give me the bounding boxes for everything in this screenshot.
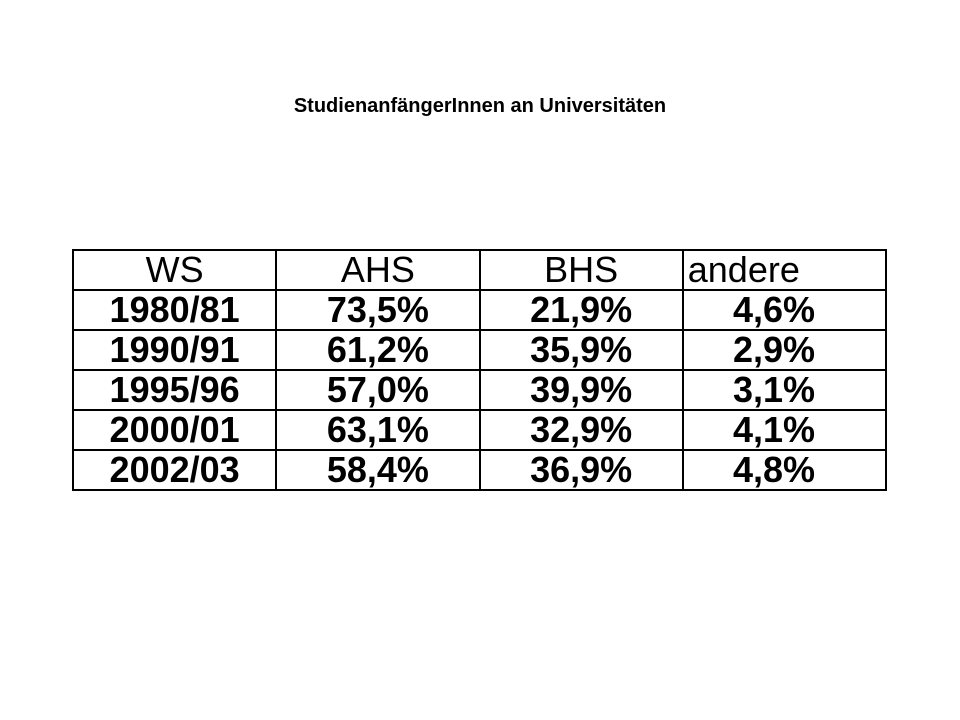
cell-ws: 1995/96 — [73, 370, 276, 410]
table-header-row — [73, 250, 886, 290]
cell-ahs: 73,5% — [276, 290, 479, 330]
column-header-ws: WS — [73, 250, 276, 290]
cell-bhs: 21,9% — [480, 290, 683, 330]
cell-ahs: 61,2% — [276, 330, 479, 370]
cell-ahs: 63,1% — [276, 410, 479, 450]
cell-ws: 1990/91 — [73, 330, 276, 370]
table-row — [73, 290, 886, 330]
table-row — [73, 450, 886, 490]
cell-bhs: 32,9% — [480, 410, 683, 450]
cell-andere: 2,9% — [683, 330, 886, 370]
page-title: StudienanfängerInnen an Universitäten — [293, 95, 667, 117]
table-row — [73, 410, 886, 450]
table-row — [73, 370, 886, 410]
cell-andere: 4,1% — [683, 410, 886, 450]
cell-ws: 2000/01 — [73, 410, 276, 450]
data-table — [72, 249, 887, 491]
cell-bhs: 39,9% — [480, 370, 683, 410]
cell-ws: 1980/81 — [73, 290, 276, 330]
cell-andere: 3,1% — [683, 370, 886, 410]
cell-bhs: 35,9% — [480, 330, 683, 370]
cell-bhs: 36,9% — [480, 450, 683, 490]
cell-ahs: 57,0% — [276, 370, 479, 410]
column-header-ahs: AHS — [276, 250, 479, 290]
cell-ws: 2002/03 — [73, 450, 276, 490]
cell-ahs: 58,4% — [276, 450, 479, 490]
cell-andere: 4,8% — [683, 450, 886, 490]
cell-andere: 4,6% — [683, 290, 886, 330]
table-row — [73, 330, 886, 370]
column-header-bhs: BHS — [480, 250, 683, 290]
column-header-andere: andere — [683, 250, 886, 290]
